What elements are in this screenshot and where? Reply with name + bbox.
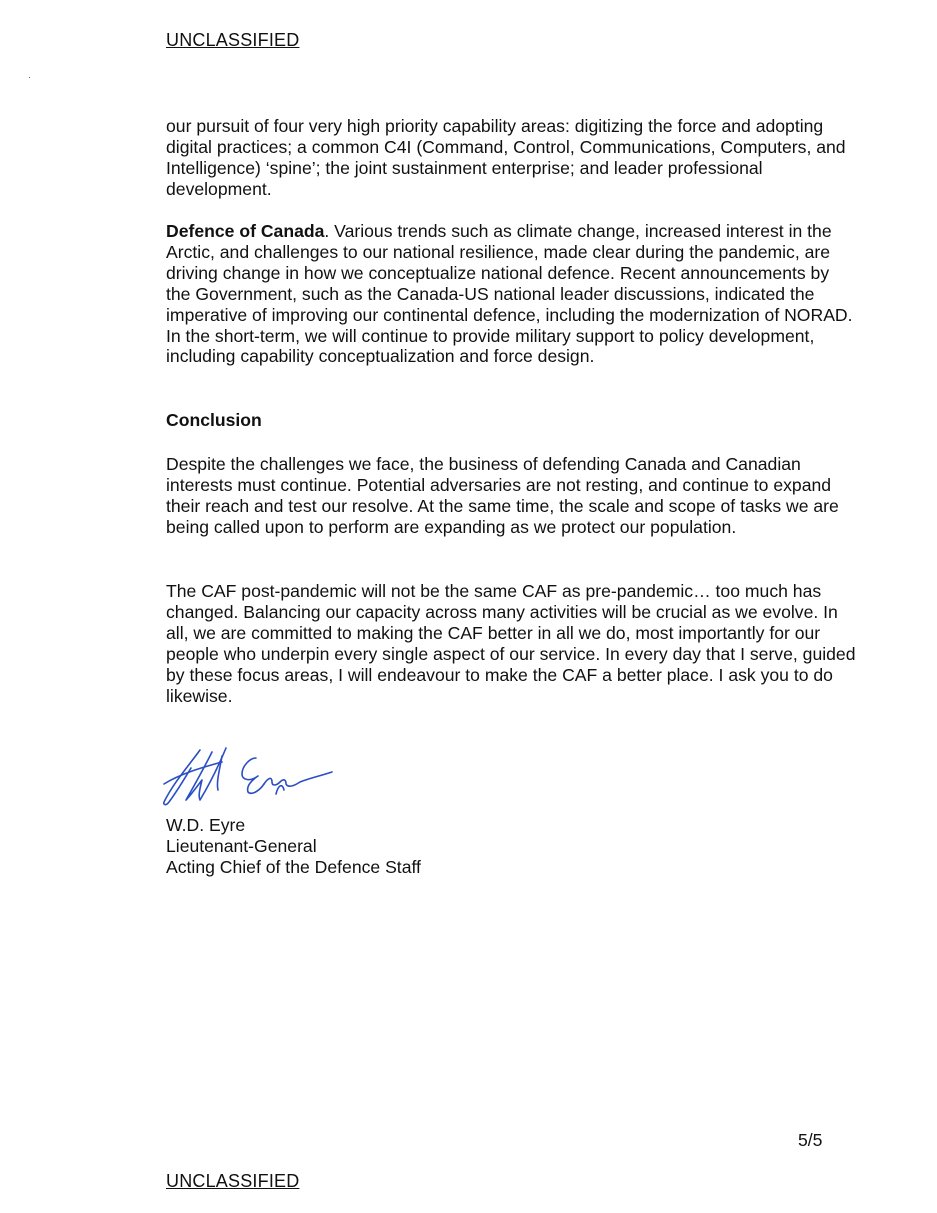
scan-artifact-dot — [29, 77, 30, 78]
section-lead: Defence of Canada — [166, 221, 325, 241]
classification-footer: UNCLASSIFIED — [166, 1171, 300, 1191]
paragraph-priority-areas — [166, 116, 856, 200]
classification-header: UNCLASSIFIED — [166, 30, 300, 50]
signatory-name: W.D. Eyre — [166, 815, 246, 835]
handwritten-signature — [160, 738, 340, 810]
paragraph-defence-of-canada — [166, 221, 856, 367]
section-body: . Various trends such as climate change, increased interest in the Arctic, and challenges to our national resilience, made clear during the pandemic, are driving change in how we conceptualize national defence. Recent announcements by the Government, such as the Canada-US national leader discussions, indicated the imperative of improving our continental defence, including the modernization of NORAD. In the short-term, we will continue to provide military support to policy development, including capability conceptualization and force design. — [166, 221, 853, 367]
signature-block — [166, 815, 421, 878]
page-number: 5/5 — [798, 1130, 823, 1150]
signatory-title: Acting Chief of the Defence Staff — [166, 857, 421, 877]
paragraph-text — [166, 221, 856, 367]
paragraph-text: The CAF post-pandemic will not be the same CAF as pre-pandemic… too much has changed. Balancing our capacity across many activities will be crucial as we evolve. In all, we are committed to making the CAF better in all we do, most importantly for our people who underpin every single aspect of our service. In every day that I serve, guided by these focus areas, I will endeavour to make the CAF a better place. I ask you to do likewise. — [166, 581, 856, 706]
paragraph-conclusion-2 — [166, 581, 856, 706]
paragraph-text: our pursuit of four very high priority capability areas: digitizing the force and adopting digital practices; a common C4I (Command, Control, Communications, Computers, and Intelligence) ‘spine’; the joint sustainment enterprise; and leader professional development. — [166, 116, 846, 199]
paragraph-conclusion-1 — [166, 454, 856, 538]
signatory-rank: Lieutenant-General — [166, 836, 317, 856]
section-heading-conclusion: Conclusion — [166, 410, 262, 430]
paragraph-text: Despite the challenges we face, the business of defending Canada and Canadian interests must continue. Potential adversaries are not resting, and continue to expand their reach and test our resolve. At the same time, the scale and scope of tasks we are being called upon to perform are expanding as we protect our population. — [166, 454, 839, 537]
